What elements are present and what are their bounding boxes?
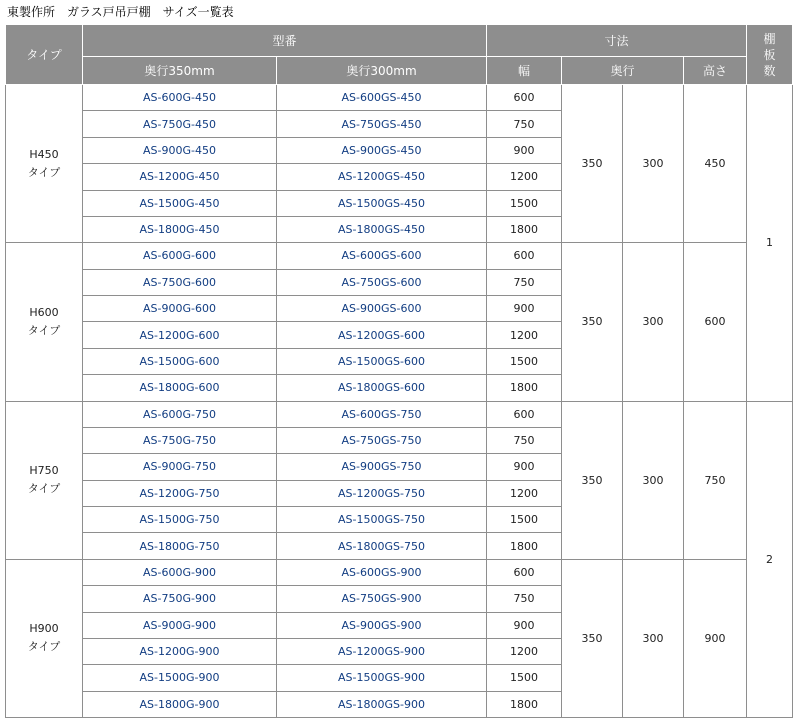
model-depth-300: AS-1200GS-900: [277, 638, 487, 664]
width-value: 1200: [487, 638, 562, 664]
type-cell: [6, 559, 83, 717]
model-depth-350: AS-1200G-900: [83, 638, 277, 664]
model-depth-350: AS-900G-600: [83, 296, 277, 322]
shelf-count-value: 1: [747, 85, 793, 402]
table-row: [6, 243, 793, 269]
page-title: 東製作所 ガラス戸吊戸棚 サイズ一覧表: [7, 5, 234, 19]
width-value: 1500: [487, 665, 562, 691]
model-depth-350: AS-1500G-600: [83, 348, 277, 374]
model-depth-300: AS-1500GS-600: [277, 348, 487, 374]
type-height-label: H450: [29, 147, 59, 161]
size-table: [5, 24, 793, 718]
type-height-label: H750: [29, 464, 59, 478]
type-suffix-label: タイプ: [27, 323, 61, 337]
width-value: 750: [487, 111, 562, 137]
width-value: 1200: [487, 322, 562, 348]
width-value: 1200: [487, 164, 562, 190]
header-model: 型番: [83, 25, 487, 57]
shelf-count-value: 2: [747, 401, 793, 718]
model-depth-350: AS-600G-450: [83, 85, 277, 111]
model-depth-350: AS-1800G-750: [83, 533, 277, 559]
model-depth-350: AS-900G-900: [83, 612, 277, 638]
model-depth-350: AS-1500G-900: [83, 665, 277, 691]
model-depth-350: AS-900G-750: [83, 454, 277, 480]
width-value: 600: [487, 559, 562, 585]
model-depth-300: AS-1800GS-900: [277, 691, 487, 717]
model-depth-300: AS-900GS-600: [277, 296, 487, 322]
type-suffix-label: タイプ: [27, 482, 61, 496]
header-height: 高さ: [684, 57, 747, 85]
model-depth-350: AS-1800G-600: [83, 375, 277, 401]
table-row: [6, 401, 793, 427]
depth-350-value: 350: [562, 243, 623, 401]
model-depth-300: AS-750GS-900: [277, 586, 487, 612]
table-row: [6, 85, 793, 111]
width-value: 1800: [487, 375, 562, 401]
type-height-label: H600: [29, 305, 59, 319]
table-body: [6, 85, 793, 718]
width-value: 1800: [487, 216, 562, 242]
model-depth-300: AS-1200GS-750: [277, 480, 487, 506]
width-value: 1800: [487, 533, 562, 559]
model-depth-300: AS-750GS-750: [277, 427, 487, 453]
model-depth-350: AS-600G-750: [83, 401, 277, 427]
model-depth-300: AS-1800GS-750: [277, 533, 487, 559]
depth-350-value: 350: [562, 559, 623, 717]
model-depth-350: AS-1200G-450: [83, 164, 277, 190]
width-value: 750: [487, 427, 562, 453]
model-depth-300: AS-900GS-450: [277, 137, 487, 163]
header-width: 幅: [487, 57, 562, 85]
type-suffix-label: タイプ: [27, 165, 61, 179]
model-depth-300: AS-1800GS-450: [277, 216, 487, 242]
model-depth-350: AS-600G-600: [83, 243, 277, 269]
header-shelf-char-2: 板: [763, 47, 776, 62]
type-cell: [6, 85, 83, 243]
model-depth-300: AS-1200GS-600: [277, 322, 487, 348]
height-value: 600: [684, 243, 747, 401]
width-value: 900: [487, 137, 562, 163]
width-value: 900: [487, 454, 562, 480]
width-value: 1500: [487, 190, 562, 216]
type-height-label: H900: [29, 622, 59, 636]
height-value: 750: [684, 401, 747, 559]
model-depth-350: AS-1800G-900: [83, 691, 277, 717]
width-value: 1800: [487, 691, 562, 717]
model-depth-350: AS-1500G-450: [83, 190, 277, 216]
width-value: 1200: [487, 480, 562, 506]
header-shelf-count: [747, 25, 793, 85]
model-depth-350: AS-1800G-450: [83, 216, 277, 242]
model-depth-300: AS-600GS-750: [277, 401, 487, 427]
model-depth-300: AS-1500GS-900: [277, 665, 487, 691]
depth-300-value: 300: [623, 85, 684, 243]
type-cell: [6, 401, 83, 559]
model-depth-300: AS-750GS-600: [277, 269, 487, 295]
model-depth-350: AS-900G-450: [83, 137, 277, 163]
header-depth-300: 奥行300mm: [277, 57, 487, 85]
width-value: 1500: [487, 348, 562, 374]
depth-300-value: 300: [623, 243, 684, 401]
model-depth-300: AS-600GS-900: [277, 559, 487, 585]
header-depth-350: 奥行350mm: [83, 57, 277, 85]
header-shelf-char-1: 棚: [763, 31, 776, 46]
depth-300-value: 300: [623, 559, 684, 717]
width-value: 600: [487, 401, 562, 427]
height-value: 900: [684, 559, 747, 717]
model-depth-350: AS-1200G-750: [83, 480, 277, 506]
type-suffix-label: タイプ: [27, 640, 61, 654]
model-depth-300: AS-1500GS-750: [277, 507, 487, 533]
model-depth-350: AS-1500G-750: [83, 507, 277, 533]
model-depth-350: AS-1200G-600: [83, 322, 277, 348]
model-depth-350: AS-600G-900: [83, 559, 277, 585]
width-value: 1500: [487, 507, 562, 533]
model-depth-300: AS-1800GS-600: [277, 375, 487, 401]
model-depth-300: AS-600GS-600: [277, 243, 487, 269]
model-depth-300: AS-1500GS-450: [277, 190, 487, 216]
depth-350-value: 350: [562, 401, 623, 559]
header-depth: 奥行: [562, 57, 684, 85]
model-depth-300: AS-900GS-750: [277, 454, 487, 480]
model-depth-350: AS-750G-900: [83, 586, 277, 612]
type-cell: [6, 243, 83, 401]
model-depth-300: AS-750GS-450: [277, 111, 487, 137]
width-value: 750: [487, 586, 562, 612]
model-depth-300: AS-900GS-900: [277, 612, 487, 638]
width-value: 600: [487, 243, 562, 269]
header-type: タイプ: [6, 25, 83, 85]
header-dimensions: 寸法: [487, 25, 747, 57]
width-value: 750: [487, 269, 562, 295]
depth-300-value: 300: [623, 401, 684, 559]
height-value: 450: [684, 85, 747, 243]
width-value: 900: [487, 296, 562, 322]
model-depth-350: AS-750G-600: [83, 269, 277, 295]
header-shelf-char-3: 数: [763, 63, 776, 78]
width-value: 600: [487, 85, 562, 111]
width-value: 900: [487, 612, 562, 638]
depth-350-value: 350: [562, 85, 623, 243]
model-depth-300: AS-1200GS-450: [277, 164, 487, 190]
model-depth-300: AS-600GS-450: [277, 85, 487, 111]
model-depth-350: AS-750G-450: [83, 111, 277, 137]
model-depth-350: AS-750G-750: [83, 427, 277, 453]
table-row: [6, 559, 793, 585]
